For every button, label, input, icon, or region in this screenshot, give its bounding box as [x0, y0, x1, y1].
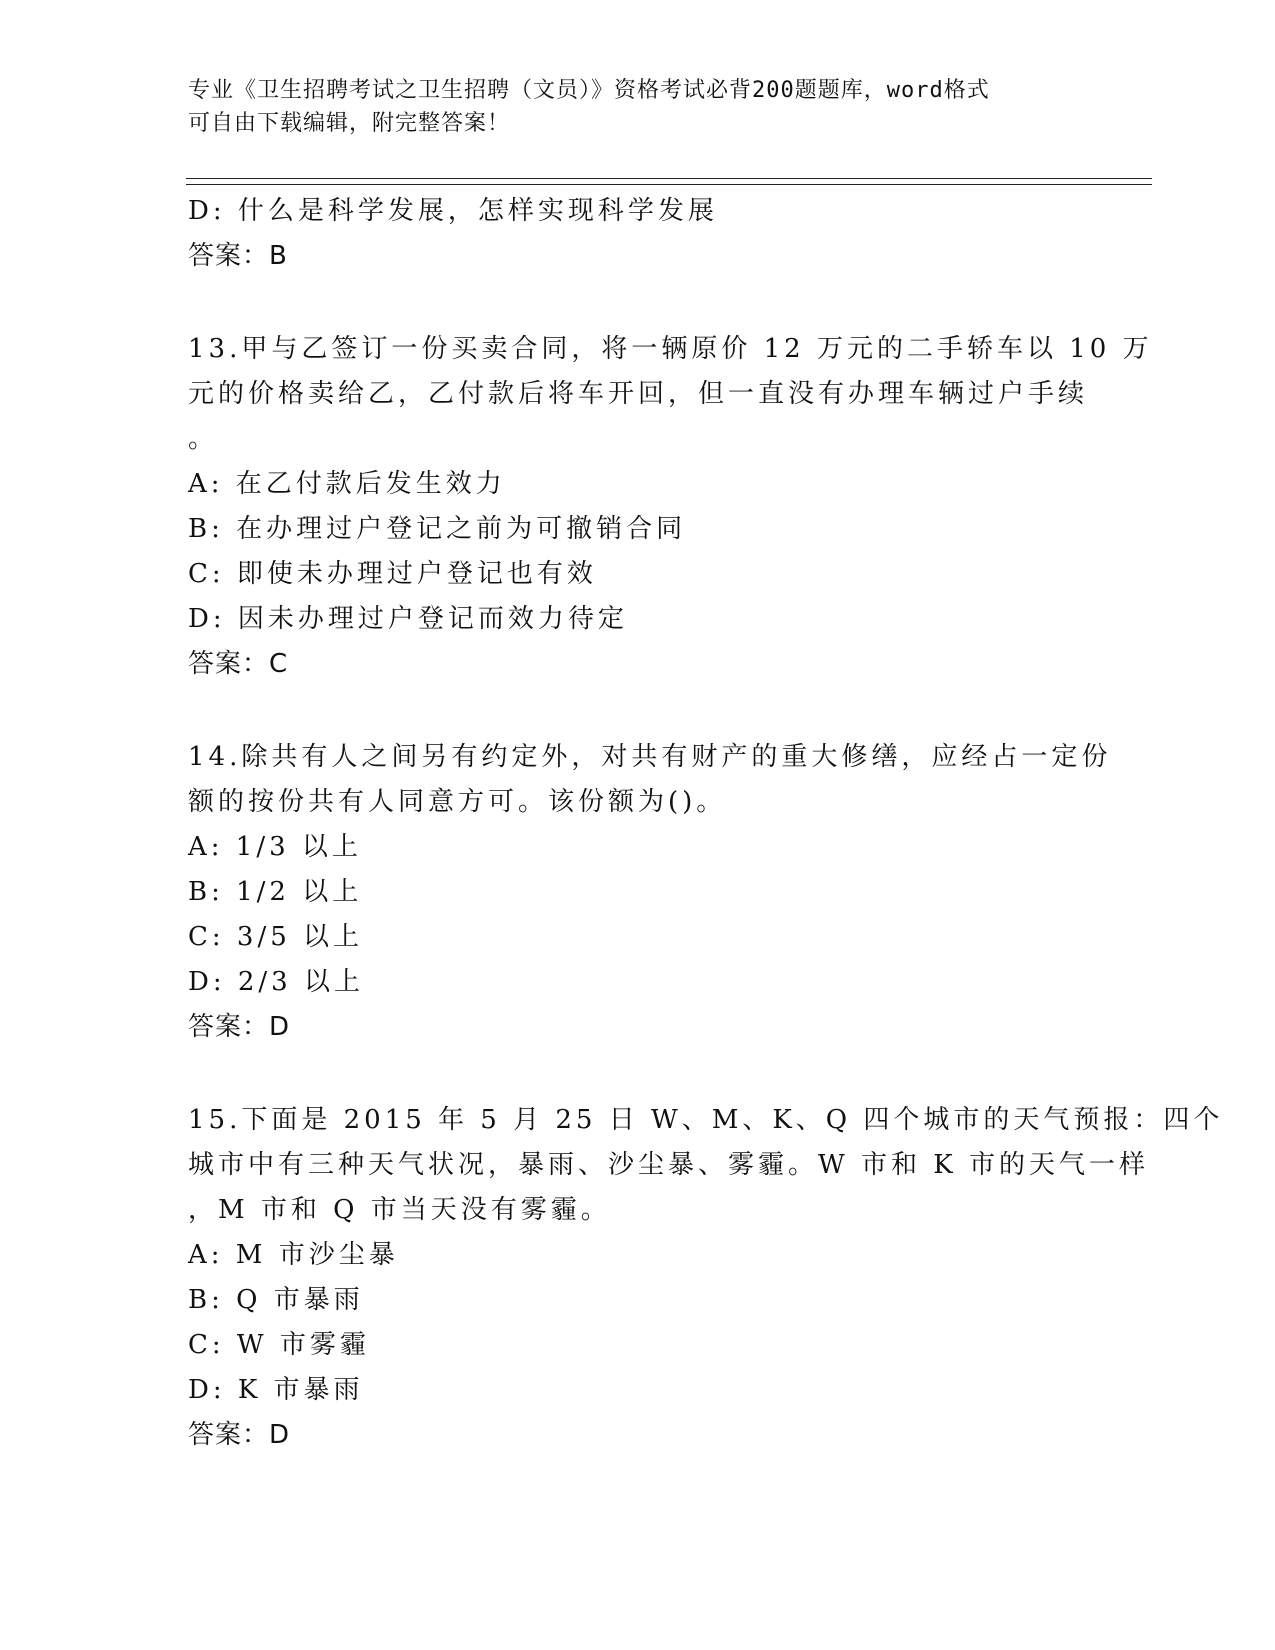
question-spacer [188, 1050, 1088, 1098]
document-header [188, 74, 1088, 140]
question-13-stem-line-1: 13.甲与乙签订一份买卖合同，将一辆原价 12 万元的二手轿车以 10 万 [188, 334, 1153, 364]
question-13-option-c: C: 即使未办理过户登记也有效 [188, 559, 597, 589]
question-13-option-b: B: 在办理过户登记之前为可撤销合同 [188, 514, 687, 544]
question-12-option-d: D: 什么是科学发展，怎样实现科学发展 [188, 196, 718, 226]
question-13-stem-line-2: 元的价格卖给乙，乙付款后将车开回，但一直没有办理车辆过户手续 [188, 379, 1089, 409]
question-14-stem-line-2: 额的按份共有人同意方可。该份额为()。 [188, 787, 727, 817]
question-15-answer: 答案：D [188, 1420, 291, 1450]
question-14-option-d: D: 2/3 以上 [188, 967, 364, 997]
question-14-option-a: A: 1/3 以上 [188, 832, 362, 862]
question-15-option-b: B: Q 市暴雨 [188, 1285, 364, 1315]
question-spacer [188, 687, 1088, 735]
question-12-answer: 答案：B [188, 241, 288, 271]
question-15 [188, 1098, 1224, 1458]
question-14-answer: 答案：D [188, 1012, 291, 1042]
question-14-option-b: B: 1/2 以上 [188, 877, 363, 907]
question-15-option-d: D: K 市暴雨 [188, 1375, 364, 1405]
question-15-stem-line-1: 15.下面是 2015 年 5 月 25 日 W、M、K、Q 四个城市的天气预报：四个 [188, 1105, 1224, 1135]
question-14-stem-line-1: 14.除共有人之间另有约定外，对共有财产的重大修缮，应经占一定份 [188, 742, 1112, 772]
question-content [188, 189, 1224, 1458]
question-13-option-d: D: 因未办理过户登记而效力待定 [188, 604, 628, 634]
question-13-answer: 答案：C [188, 649, 289, 679]
question-12 [188, 189, 1088, 279]
question-14 [188, 735, 1112, 1050]
question-13 [188, 327, 1153, 687]
header-divider-bottom [186, 184, 1152, 185]
question-14-option-c: C: 3/5 以上 [188, 922, 364, 952]
question-15-option-a: A: M 市沙尘暴 [188, 1240, 399, 1270]
question-15-option-c: C: W 市雾霾 [188, 1330, 370, 1360]
question-spacer [188, 279, 1088, 327]
question-13-option-a: A: 在乙付款后发生效力 [188, 469, 506, 499]
question-15-stem-line-3: ，M 市和 Q 市当天没有雾霾。 [188, 1195, 611, 1225]
header-line-1: 专业《卫生招聘考试之卫生招聘（文员）》资格考试必背200题题库，word格式 [188, 78, 990, 103]
header-divider-top [186, 178, 1152, 179]
question-15-stem-line-2: 城市中有三种天气状况，暴雨、沙尘暴、雾霾。W 市和 K 市的天气一样 [188, 1150, 1149, 1180]
header-line-2: 可自由下载编辑，附完整答案！ [188, 111, 511, 136]
question-13-stem-line-3: 。 [188, 424, 219, 454]
